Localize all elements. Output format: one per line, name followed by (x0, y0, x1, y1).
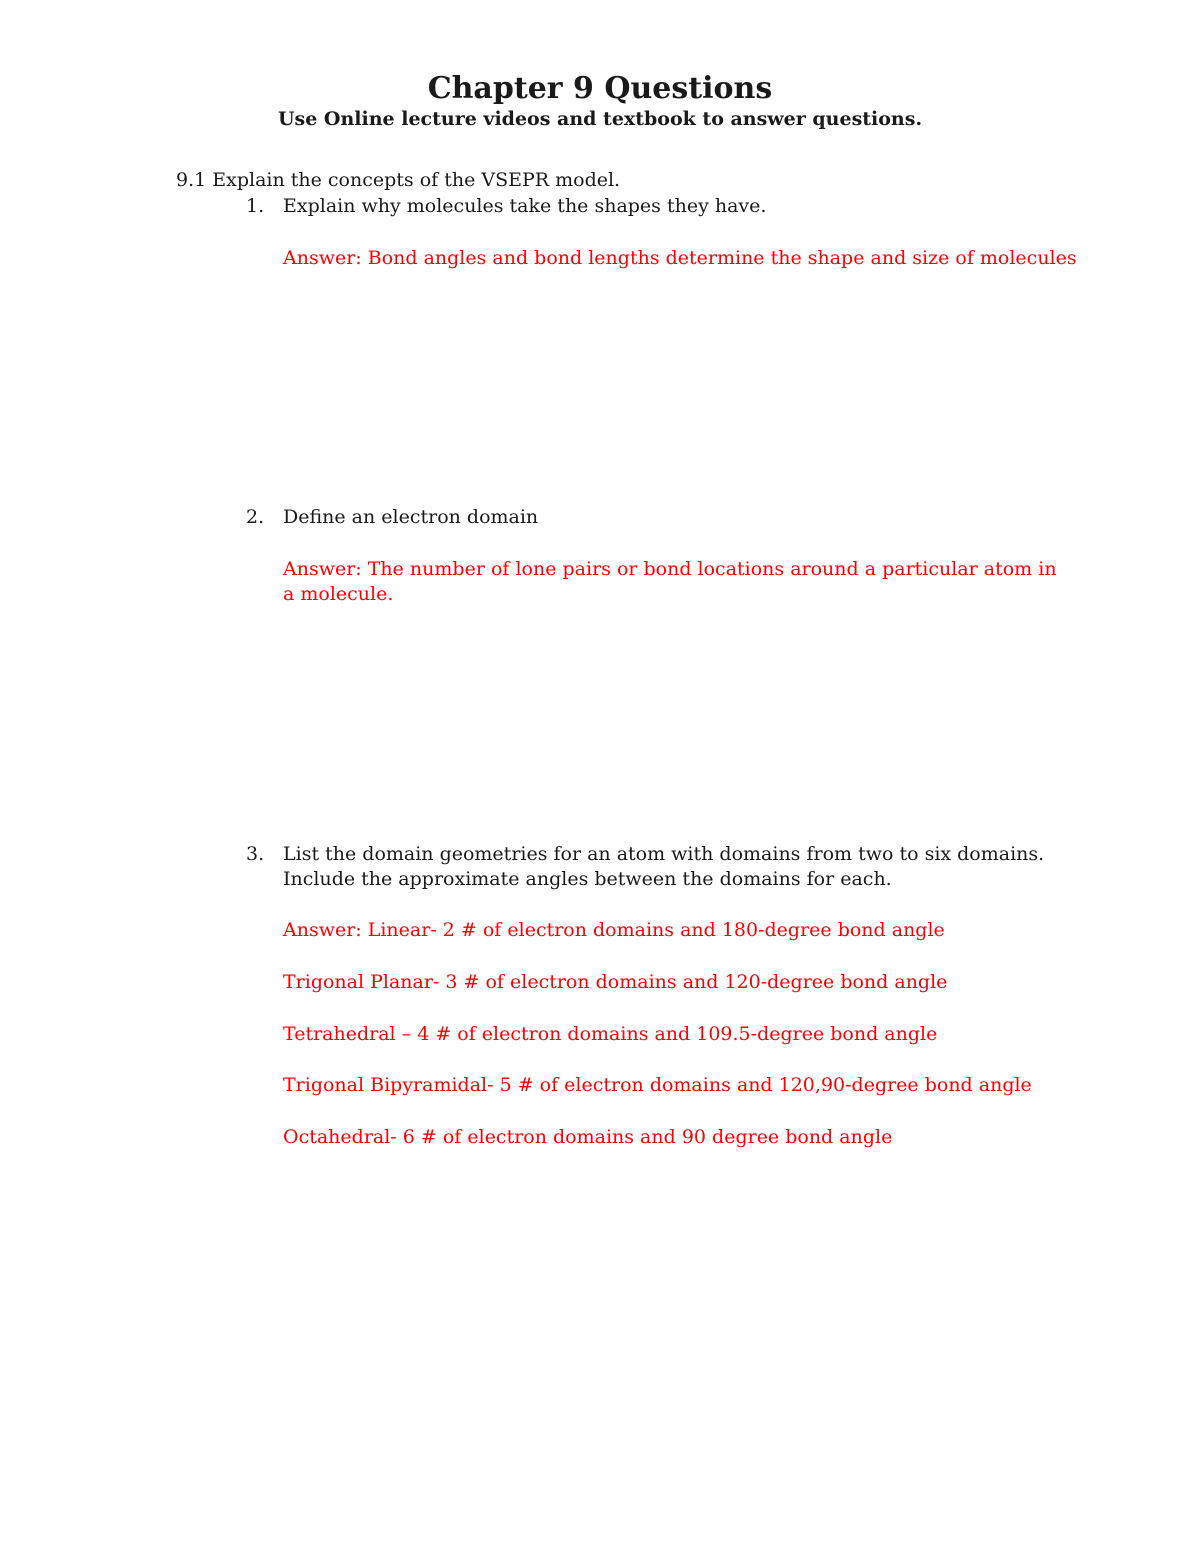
question-1-number: 1. (246, 195, 265, 217)
question-2-text: Define an electron domain (283, 506, 539, 528)
question-3-number: 3. (246, 843, 265, 865)
question-3-answer-octahedral: Octahedral- 6 # of electron domains and 90 degree bond angle (283, 1126, 893, 1148)
question-3-answer-tetrahedral: Tetrahedral – 4 # of electron domains and 109.5-degree bond angle (283, 1023, 938, 1045)
question-3-text-line-1: List the domain geometries for an atom with domains from two to six domains. (283, 843, 1045, 865)
page-subtitle: Use Online lecture videos and textbook to answer questions. (277, 108, 923, 130)
question-1-answer: Answer: Bond angles and bond lengths determine the shape and size of molecules (283, 247, 1077, 269)
question-2-number: 2. (246, 506, 265, 528)
question-3-answer-linear: Answer: Linear- 2 # of electron domains and 180-degree bond angle (283, 919, 945, 941)
question-2-answer-line-1: Answer: The number of lone pairs or bond locations around a particular atom in (283, 558, 1057, 580)
question-2-answer-line-2: a molecule. (283, 583, 394, 605)
question-3-answer-trigonal-bipyramidal: Trigonal Bipyramidal- 5 # of electron domains and 120,90-degree bond angle (283, 1074, 1032, 1096)
question-3-text-line-2: Include the approximate angles between the domains for each. (283, 868, 892, 890)
question-1-text: Explain why molecules take the shapes they have. (283, 195, 767, 217)
question-3-answer-trigonal-planar: Trigonal Planar- 3 # of electron domains and 120-degree bond angle (283, 971, 948, 993)
section-heading: 9.1 Explain the concepts of the VSEPR model. (176, 169, 621, 191)
page-title: Chapter 9 Questions (427, 71, 773, 106)
